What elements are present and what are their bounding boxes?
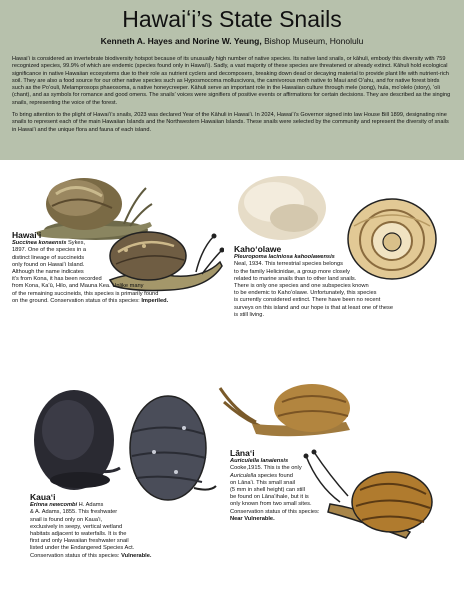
status-value-kauai: Vulnerable. [121, 552, 152, 559]
description-line: & A. Adams, 1855. This freshwater [30, 509, 118, 516]
description-line: it’s from Kona, it has been recorded [12, 276, 102, 283]
description-line: is still living. [234, 311, 265, 318]
species-author-kauai: H. Adams [77, 502, 104, 509]
status-label-hawaii: on the ground. Conservation status of this species: [12, 297, 140, 304]
description-line: surveys on this island and our hope is that at least one of these [234, 304, 394, 311]
description-line: only known from two small sites. [230, 501, 312, 508]
description-line: only found on Hawaiʻi Island. [12, 261, 85, 268]
species-name-hawaii: Succinea konaensis [12, 240, 67, 247]
description-line [30, 553, 180, 560]
section-lanai [230, 450, 350, 523]
description-line: related to marine snails than to other land snails. [234, 275, 357, 282]
description-line: snail is found only on Kauaʻi, [30, 516, 103, 523]
description-line: of the remaining succineids, this species is primarily found [12, 290, 159, 297]
authors-line [0, 36, 464, 46]
section-kauai [30, 494, 180, 560]
page-title: Hawaiʻi’s State Snails [122, 6, 342, 32]
status-value-lanai [230, 516, 350, 523]
island-name-kauai: Kauaʻi [30, 492, 56, 502]
description-line: distinct lineage of succineids [12, 254, 85, 261]
description-line: 1897. One of the species in a [12, 247, 86, 254]
intro-paragraph-1: Hawaiʻi is considered an invertebrate biodiversity hotspot because of its unusually high number of native species. Its native land snails, or kāhuli, embody this diversity with 759 recognized species, 99.9% of which are endemic (species found only in Hawaiʻi). Sadly, a vast majority of these species are threatened or already extinct. Kāhuli hold ecological significance in native Hawaiian ecosystems due to their role as nutrient cyclers and decomposers, breaking down dead or decaying material to provide plant life with nutrient-rich soil. They are also a food source for our other native species such as Hyposmocoma molluscivora, the carnivorous moth native to Maui and Oʻahu, and for native forest birds such as the Poʻouli, Melamprosops phaeosoma, a native honeycreeper. Kāhuli serve an important role in the Hawaiian culture through mele (song), hula, moʻolelo (story), ʻoli (chant), and as symbols for romance and good omens. The snails’ voices were signifiers of positive events or affirmations for certain decisions. They are described as the singing snails, representing the voice of the forest. [12, 56, 451, 106]
species-line-hawaii [12, 240, 212, 247]
description-line: from Kona, Kaʻū, Hilo, and Mauna Kea. Unlike many [12, 283, 144, 290]
pleuropoma-photo-image [234, 172, 330, 242]
description-line: to the family Helicinidae, a group more closely [234, 268, 351, 275]
intro-text [12, 56, 452, 139]
section-kahoolawe [234, 246, 456, 319]
genus-name-lanai: Auriculella [230, 472, 257, 479]
header-banner [0, 0, 464, 160]
description-line: first and only Hawaiian freshwater snail [30, 538, 129, 545]
description-line: listed under the Endangered Species Act. [30, 545, 135, 552]
description-line: is currently considered extinct. There have been no recent [234, 297, 381, 304]
island-name-lanai: Lānaʻi [230, 448, 255, 458]
species-line-kauai [30, 502, 180, 509]
auriculella-photo-image [216, 372, 356, 452]
island-name-hawaii: Hawaiʻi [12, 230, 42, 240]
description-line: to be endemic to Kahoʻolawe. Unfortunately, this species [234, 290, 377, 297]
description-line: be found on Lānaʻihale, but it is [230, 494, 309, 501]
description-line: Neal, 1934. This terrestrial species belongs [234, 261, 343, 268]
description-line: Although the name indicates [12, 269, 84, 276]
author-names: Kenneth A. Hayes and Norine W. Yeung, [100, 36, 262, 46]
description-line: on Lānaʻi. This small snail [230, 479, 296, 486]
description-line: Conservation status of this species: [230, 508, 320, 515]
description-line: habitats adjacent to waterfalls. It is the [30, 531, 127, 538]
description-line: exclusively in seepy, vertical wetland [30, 523, 123, 530]
description-line: Cooke,1915. This is the only [230, 465, 302, 472]
description-line [12, 298, 212, 305]
status-label-kauai: Conservation status of this species: [30, 552, 120, 559]
status-text-lanai: Near Vulnerable. [230, 515, 275, 522]
island-name-kahoolawe: Kahoʻolawe [234, 244, 282, 254]
species-name-kahoolawe: Pleuropoma laciniosa kahoolawensis [234, 254, 335, 261]
description-line [230, 473, 350, 480]
erinna-drawing-image [124, 392, 220, 508]
author-affiliation: Bishop Museum, Honolulu [264, 36, 364, 46]
intro-paragraph-2: To bring attention to the plight of Hawaiʻi’s snails, 2023 was declared Year of the Kāhuli in Hawaiʻi. In 2024, Hawaiʻi’s Governor signed into law House Bill 1899, designating nine snails to represent each of the main Hawaiian Islands and the Northwestern Hawaiian Islands. These snails were selected by the community and represent the diversity of snails in Hawaiʻi and the unique flora and fauna of each island. [12, 112, 449, 133]
description-fragment: species found [256, 472, 293, 479]
status-value-hawaii: Imperiled. [141, 297, 169, 304]
species-name-kauai: Erinna newcombi [30, 502, 78, 509]
species-name-lanai: Auriculella lanaiensis [230, 458, 289, 465]
description-line: (5 mm in shell height) can still [230, 487, 305, 494]
description-line: There is only one species and one subspecies known [234, 283, 369, 290]
species-author-hawaii: Sykes, [66, 240, 86, 247]
section-hawaii [12, 232, 212, 305]
erinna-photo-image [24, 384, 124, 494]
